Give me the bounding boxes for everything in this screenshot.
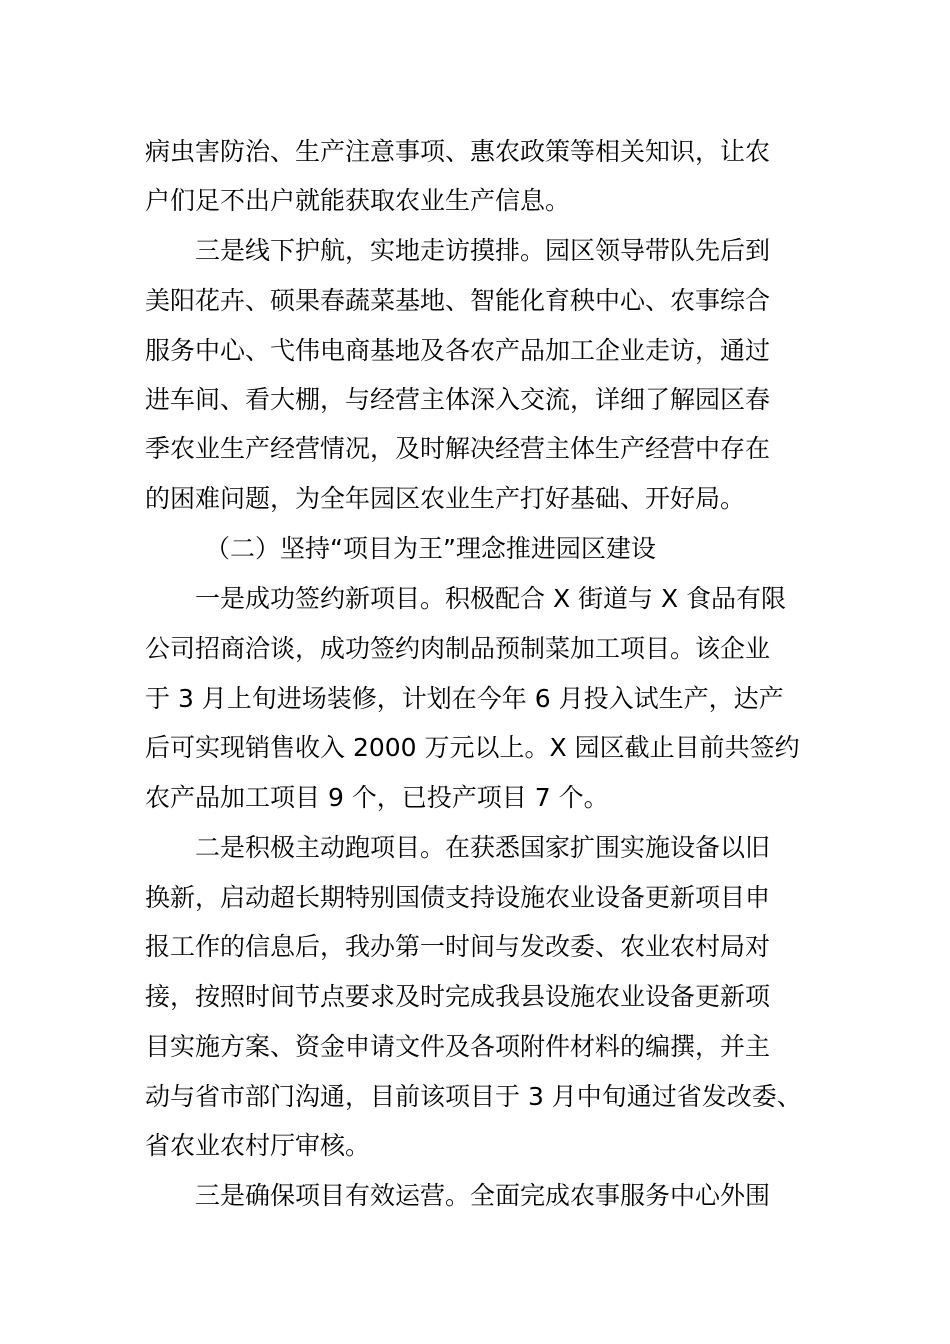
text-line-21: 省农业农村厅审核。 [145,1131,371,1160]
text-line-17: 报工作的信息后，我办第一时间与发改委、农业农村局对 [145,932,771,961]
text-line-12: 于 3 月上旬进场装修，计划在今年 6 月投入试生产，达产 [145,684,784,713]
paragraph-start-line-10: 一是成功签约新项目。积极配合 X 街道与 X 食品有限 [195,584,787,613]
text-line-1: 病虫害防治、生产注意事项、惠农政策等相关知识，让农 [145,137,771,166]
section-heading: （二）坚持“项目为王”理念推进园区建设 [205,534,656,563]
text-line-18: 接，按照时间节点要求及时完成我县设施农业设备更新项 [145,982,771,1011]
text-line-14: 农产品加工项目 9 个，已投产项目 7 个。 [145,783,609,812]
text-line-7: 季农业生产经营情况，及时解决经营主体生产经营中存在 [145,434,771,463]
text-line-6: 进车间、看大棚，与经营主体深入交流，详细了解园区春 [145,385,771,414]
text-line-20: 动与省市部门沟通，目前该项目于 3 月中旬通过省发改委、 [145,1082,802,1111]
text-line-5: 服务中心、弋伟电商基地及各农产品加工企业走访，通过 [145,336,771,365]
text-line-11: 公司招商洽谈，成功签约肉制品预制菜加工项目。该企业 [145,634,771,663]
text-line-8: 的困难问题，为全年园区农业生产打好基础、开好局。 [145,484,746,513]
paragraph-start-line-15: 二是积极主动跑项目。在获悉国家扩围实施设备以旧 [195,833,771,862]
text-line-16: 换新，启动超长期特别国债支持设施农业设备更新项目申 [145,883,771,912]
paragraph-start-line-22: 三是确保项目有效运营。全面完成农事服务中心外围 [195,1181,771,1210]
paragraph-start-line-3: 三是线下护航，实地走访摸排。园区领导带队先后到 [195,236,771,265]
text-line-4: 美阳花卉、硕果春蔬菜基地、智能化育秧中心、农事综合 [145,286,771,315]
text-line-2: 户们足不出户就能获取农业生产信息。 [145,186,571,215]
text-line-19: 目实施方案、资金申请文件及各项附件材料的编撰，并主 [145,1032,771,1061]
text-line-13: 后可实现销售收入 2000 万元以上。X 园区截止目前共签约 [145,733,800,762]
